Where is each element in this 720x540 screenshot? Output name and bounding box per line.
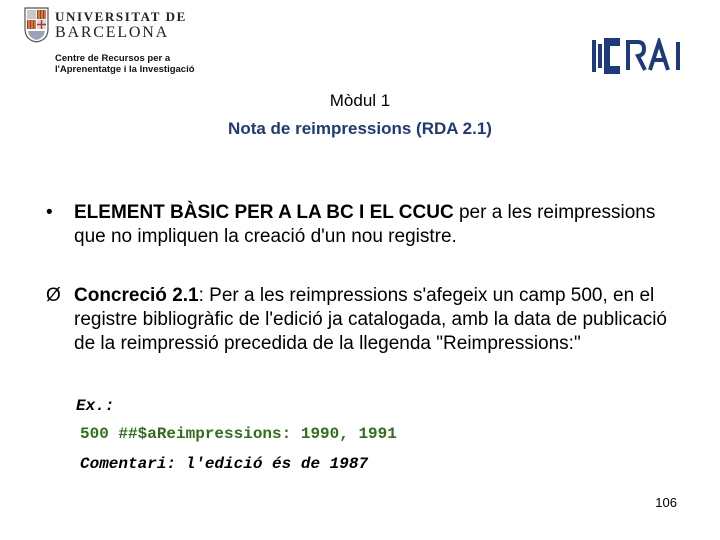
- bullet-text: per a les reimpressions que no impliquen la creació d'un nou registre.: [74, 202, 656, 247]
- example-comment: Comentari: l'edició és de 1987: [80, 455, 369, 473]
- ub-name-line1: UNIVERSITAT DE: [55, 9, 187, 24]
- arrow-paragraph-2: [46, 284, 686, 356]
- ub-subtitle-line1: Centre de Recursos per a: [55, 53, 171, 64]
- arrow-content: [74, 284, 686, 356]
- example-label: Ex.:: [76, 397, 115, 415]
- crai-logo: [592, 38, 696, 74]
- bullet-paragraph-1: [46, 201, 686, 249]
- arrow-text: : Per a les reimpressions s'afegeix un camp 500, en el registre bibliogràfic de l'edició ja catalogada, amb la data de publicació de la reimpressió precedida de la llegenda "Reimpressions:": [74, 285, 667, 354]
- bullet-marker: •: [46, 202, 53, 223]
- slide-subtitle: Nota de reimpressions (RDA 2.1): [228, 119, 492, 138]
- ub-subtitle-line2: l'Aprenentatge i la Investigació: [55, 64, 195, 75]
- arrow-bold-text: Concreció 2.1: [74, 285, 199, 306]
- ub-logo: [24, 7, 204, 79]
- bullet-content: [74, 201, 686, 249]
- ub-seal-icon: [24, 7, 49, 43]
- ub-subtitle: [55, 53, 195, 75]
- arrow-marker: Ø: [46, 285, 61, 306]
- example-field-500: 500 ##$aReimpressions: 1990, 1991: [80, 425, 397, 443]
- slide-title-text: Mòdul 1: [329, 91, 391, 110]
- bullet-bold-text: ELEMENT BÀSIC PER A LA BC I EL CCUC: [74, 202, 454, 223]
- ub-name-line2: BARCELONA: [55, 24, 169, 41]
- slide-title: [0, 91, 720, 111]
- page-number: 106: [655, 495, 677, 510]
